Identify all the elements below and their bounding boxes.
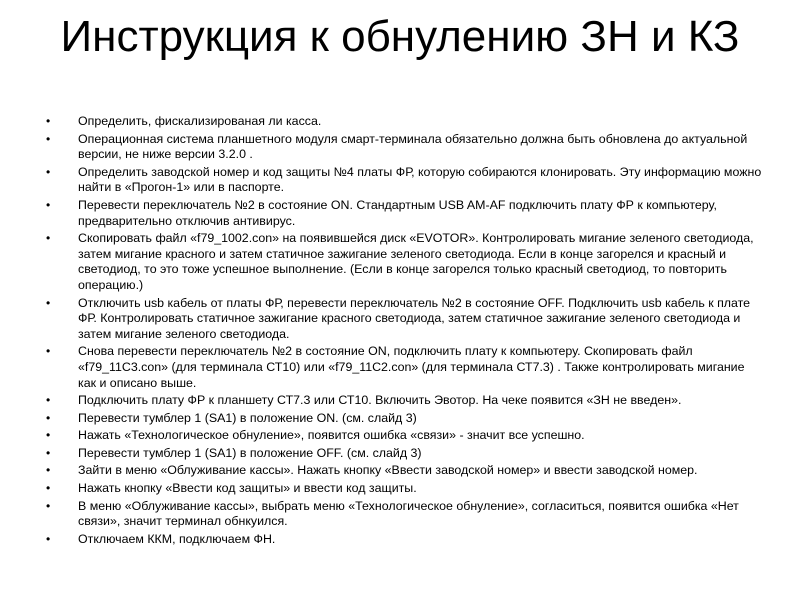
list-item bbox=[44, 428, 762, 444]
list-item-text: Определить, фискализированая ли касса. bbox=[78, 114, 322, 128]
list-item bbox=[44, 393, 762, 409]
bullet-icon: • bbox=[46, 197, 51, 212]
list-item-text: Снова перевести переключатель №2 в состояние ON, подключить плату к компьютеру. Скопировать файл «f79_11C3.con» (для терминала СТ10) или «f79_11C2.con» (для терминала СТ7.3) . Также контролировать мигание как и описано выше. bbox=[78, 344, 745, 390]
bullet-icon: • bbox=[46, 393, 51, 408]
bullet-icon: • bbox=[46, 231, 51, 246]
bullet-icon: • bbox=[46, 498, 51, 513]
list-item bbox=[44, 532, 762, 548]
list-item bbox=[44, 411, 762, 427]
list-item-text: Перевести тумблер 1 (SA1) в положение OFF. (см. слайд 3) bbox=[78, 445, 422, 460]
instruction-list bbox=[44, 114, 762, 549]
list-item-text: Перевести переключатель №2 в состояние ON. Стандартным USB AM-AF подключить плату ФР к компьютеру, предварительно отключив антивирус. bbox=[78, 197, 717, 228]
bullet-icon: • bbox=[46, 445, 51, 460]
bullet-icon: • bbox=[46, 463, 51, 478]
list-item-text: Нажать кнопку «Ввести код защиты» и ввести код защиты. bbox=[78, 481, 417, 496]
list-item bbox=[44, 231, 762, 293]
list-item-text: Операционная система планшетного модуля смарт-терминала обязательно должна быть обновлена до актуальной версии, не ниже версии 3.2.0 . bbox=[78, 131, 748, 162]
list-item-text: Зайти в меню «Облуживание кассы». Нажать кнопку «Ввести заводской номер» и ввести заводской номер. bbox=[78, 463, 698, 478]
list-item bbox=[44, 114, 762, 130]
bullet-icon: • bbox=[46, 428, 51, 443]
bullet-icon: • bbox=[46, 410, 51, 425]
list-item-text: В меню «Облуживание кассы», выбрать меню «Технологическое обнуление», согласиться, появится ошибка «Нет связи», значит терминал обнкуился. bbox=[78, 498, 739, 529]
list-item bbox=[44, 198, 762, 229]
bullet-icon: • bbox=[46, 131, 51, 146]
list-item-text: Нажать «Технологическое обнуление», появится ошибка «связи» - значит все успешно. bbox=[78, 428, 585, 443]
bullet-icon: • bbox=[46, 114, 51, 128]
bullet-icon: • bbox=[46, 295, 51, 310]
list-item bbox=[44, 165, 762, 196]
list-item bbox=[44, 344, 762, 391]
list-item bbox=[44, 463, 762, 479]
list-item-text: Перевести тумблер 1 (SA1) в положение ON. (см. слайд 3) bbox=[78, 410, 417, 425]
bullet-icon: • bbox=[46, 344, 51, 359]
list-item-text: Отключить usb кабель от платы ФР, перевести переключатель №2 в состояние OFF. Подключить usb кабель к плате ФР. Контролировать статичное зажигание красного светодиода, затем статичное зажигание зеленого светодиода и затем мигание зеленого светодиода. bbox=[78, 295, 751, 341]
list-item bbox=[44, 296, 762, 343]
list-item-text: Определить заводской номер и код защиты №4 платы ФР, которую собираются клонировать. Эту информацию можно найти в «Прогон-1» или в паспорте. bbox=[78, 164, 762, 195]
list-item-text: Отключаем ККМ, подключаем ФН. bbox=[78, 531, 276, 546]
list-item bbox=[44, 499, 762, 530]
slide-title: Инструкция к обнулению ЗН и КЗ bbox=[60, 12, 740, 61]
list-item bbox=[44, 446, 762, 462]
list-item bbox=[44, 481, 762, 497]
bullet-icon: • bbox=[46, 531, 51, 546]
list-item-text: Скопировать файл «f79_1002.con» на появившейся диск «EVOTOR». Контролировать мигание зеленого светодиода, затем мигание красного и затем статичное зажигание зеленого светодиода. Если в конце загорелся и красный и светодиод, то это тоже успешное выполнение. (Если в конце загорелся только красный светодиод, то повторить операцию.) bbox=[78, 231, 754, 292]
bullet-icon: • bbox=[46, 164, 51, 179]
bullet-icon: • bbox=[46, 481, 51, 496]
list-item-text: Подключить плату ФР к планшету СТ7.3 или СТ10. Включить Эвотор. На чеке появится «ЗН не введен». bbox=[78, 393, 682, 408]
list-item bbox=[44, 132, 762, 163]
